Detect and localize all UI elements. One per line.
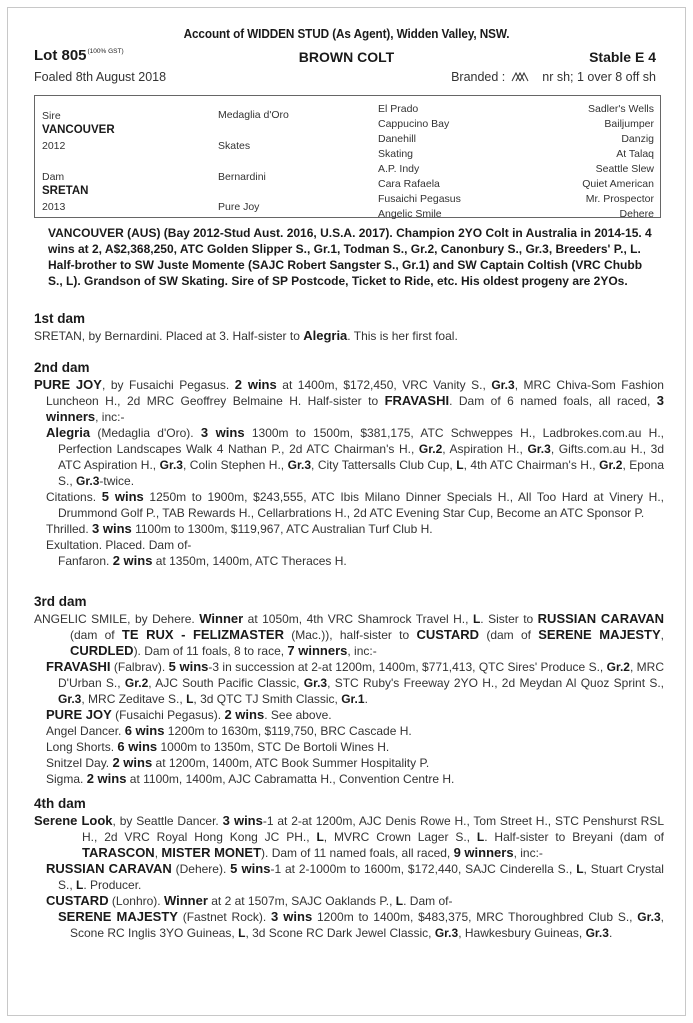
pedigree-gen4: Quiet American (582, 178, 654, 190)
pedigree-entry: RUSSIAN CARAVAN (Dehere). 5 wins-1 at 2-1000m to 1600m, $172,440, SAJC Cinderella S., L, Stuart Crystal S., L. Producer. (46, 861, 664, 892)
pedigree-entry: FRAVASHI (Falbrav). 5 wins-3 in succession at 2-at 1200m, 1400m, $771,413, QTC Sires' Produce S., Gr.2, MRC D'Urban S., Gr.2, AJC South Pacific Classic, Gr.3, STC Ruby's Freeway 2YO H., 2d Meydan Al Quoz Sprint S., Gr.3, MRC Zeditave S., L, 3d QTC TJ Smith Classic, Gr.1. (46, 659, 664, 706)
sire-label: Sire (42, 110, 61, 122)
pedigree-gen3: Skating (378, 148, 414, 160)
pedigree-entry: Serene Look, by Seattle Dancer. 3 wins-1 at 2-at 1200m, AJC Denis Rowe H., Tom Street H., STC Penshurst RSL H., 2d VRC Royal Hong Kong JC PH., L, MVRC Crown Lager S., L. Half-sister to Breyani (dam of TARASCON, MISTER MONET). Dam of 11 named foals, all raced, 9 winners, inc:- (34, 813, 664, 860)
third-dam-section (34, 594, 664, 787)
pedigree-entry: Citations. 5 wins 1250m to 1900m, $243,555, ATC Ibis Milano Dinner Specials H., All Too Hard at Vinery H., Drummond Golf P., TAB Rewards H., Cellarbrations H., 2d ATC Evening Star Cup, Become an ATC Sponsor P. (46, 489, 664, 520)
pedigree-entry: Snitzel Day. 2 wins at 1200m, 1400m, ATC Book Summer Hospitality P. (46, 755, 430, 770)
pedigree-gen2: Medaglia d'Oro (218, 109, 289, 121)
vendor-account: Account of WIDDEN STUD (As Agent), Widden Valley, NSW. (183, 27, 510, 41)
branded-details: nr sh; 1 over 8 off sh (542, 70, 656, 84)
first-dam-heading: 1st dam (34, 311, 86, 326)
brand-info (451, 70, 656, 84)
catalogue-page (7, 7, 686, 1016)
second-dam-section (34, 360, 664, 569)
pedigree-table (34, 95, 661, 218)
fourth-dam-heading: 4th dam (34, 796, 86, 811)
pedigree-entry: Thrilled. 3 wins 1100m to 1300m, $119,967, ATC Australian Turf Club H. (46, 521, 433, 536)
first-dam-section (34, 311, 664, 344)
first-dam-text: SRETAN, by Bernardini. Placed at 3. Half-sister to Alegria. This is her first foal. (34, 328, 458, 343)
pedigree-gen3: Fusaichi Pegasus (378, 193, 461, 205)
pedigree-entry: Alegria (Medaglia d'Oro). 3 wins 1300m to 1500m, $381,175, ATC Schweppes H., Ladbrokes.com.au H., Perfection Landscapes Walk 4 Nathan P., 2d ATC Chairman's H., Gr.2, Aspiration H., Gr.3, Gifts.com.au H., 3d ATC Aspiration H., Gr.3, Colin Stephen H., Gr.3, City Tattersalls Club Cup, L, 4th ATC Chairman's H., Gr.2, Epona S., Gr.3-twice. (46, 425, 665, 488)
stable-number: Stable E 4 (589, 49, 656, 65)
pedigree-entry: Exultation. Placed. Dam of- (46, 538, 192, 552)
pedigree-gen4: Dehere (619, 208, 654, 220)
pedigree-gen4: Danzig (621, 133, 654, 145)
sire-name: VANCOUVER (42, 124, 115, 136)
pedigree-entry: CUSTARD (Lonhro). Winner at 2 at 1507m, SAJC Oaklands P., L. Dam of- (46, 893, 453, 908)
pedigree-gen3: Danehill (378, 133, 416, 145)
pedigree-gen3: Cappucino Bay (378, 118, 450, 130)
gst-note: (100% GST) (87, 48, 124, 55)
pedigree-gen3: A.P. Indy (378, 163, 420, 175)
pedigree-gen4: Bailjumper (604, 118, 654, 130)
pedigree-gen2: Pure Joy (218, 201, 260, 213)
pedigree-gen2: Bernardini (218, 171, 266, 183)
brand-symbol-icon (511, 72, 531, 82)
pedigree-gen4: Seattle Slew (595, 163, 654, 175)
pedigree-gen3: Angelic Smile (378, 208, 442, 220)
sire-year: 2012 (42, 140, 66, 152)
pedigree-gen3: El Prado (378, 103, 419, 115)
dam-year: 2013 (42, 201, 66, 213)
foaling-date: Foaled 8th August 2018 (34, 70, 167, 84)
dam-label: Dam (42, 171, 65, 183)
pedigree-gen4: At Talaq (616, 148, 654, 160)
pedigree-entry: Long Shorts. 6 wins 1000m to 1350m, STC De Bortoli Wines H. (46, 739, 390, 754)
pedigree-entry: PURE JOY, by Fusaichi Pegasus. 2 wins at 1400m, $172,450, VRC Vanity S., Gr.3, MRC Chiva-Som Fashion Luncheon H., 2d MRC Geoffrey Belmaine H. Half-sister to FRAVASHI. Dam of 6 named foals, all raced, 3 winners, inc:- (34, 377, 664, 424)
pedigree-entry: Fanfaron. 2 wins at 1350m, 1400m, ATC Theraces H. (58, 553, 347, 568)
second-dam-heading: 2nd dam (34, 360, 90, 375)
horse-description: BROWN COLT (298, 49, 395, 65)
third-dam-heading: 3rd dam (34, 594, 87, 609)
pedigree-entry: Sigma. 2 wins at 1100m, 1400m, AJC Cabramatta H., Convention Centre H. (46, 771, 455, 786)
pedigree-entry: Angel Dancer. 6 wins 1200m to 1630m, $119,750, BRC Cascade H. (46, 723, 412, 738)
pedigree-entry: PURE JOY (Fusaichi Pegasus). 2 wins. See above. (46, 707, 332, 722)
pedigree-gen3: Cara Rafaela (378, 178, 440, 190)
pedigree-entry: ANGELIC SMILE, by Dehere. Winner at 1050m, 4th VRC Shamrock Travel H., L. Sister to RUSSIAN CARAVAN (dam of TE RUX - FELIZMASTER (Mac.)), half-sister to CUSTARD (dam of SERENE MAJESTY, CURDLED). Dam of 11 foals, 8 to race, 7 winners, inc:- (34, 611, 664, 658)
dam-name: SRETAN (42, 185, 89, 197)
pedigree-gen4: Sadler's Wells (588, 103, 654, 115)
lot-label: Lot 805 (34, 47, 87, 64)
branded-label: Branded : (451, 70, 506, 84)
pedigree-gen4: Mr. Prospector (585, 193, 654, 205)
pedigree-entry: SERENE MAJESTY (Fastnet Rock). 3 wins 1200m to 1400m, $483,375, MRC Thoroughbred Club S., Gr.3, Scone RC Inglis 3YO Guineas, L, 3d Scone RC Dark Jewel Classic, Gr.3, Hawkesbury Guineas, Gr.3. (58, 909, 664, 940)
fourth-dam-section (34, 796, 664, 941)
pedigree-gen2: Skates (218, 140, 251, 152)
sire-summary: VANCOUVER (AUS) (Bay 2012-Stud Aust. 2016, U.S.A. 2017). Champion 2YO Colt in Australia in 2014-15. 4 wins at 2, A$2,368,250, ATC Golden Slipper S., Gr.1, Todman S., Gr.2, Canonbury S., Gr.3, Breeders' P., L. Half-brother to SW Juste Momente (SAJC Robert Sangster S., Gr.1) and SW Captain Coltish (VRC Chubb S., L). Grandson of SW Skating. Sire of SP Postcode, Ticket to Ride, etc. His oldest progeny are 2YOs. (48, 226, 652, 288)
